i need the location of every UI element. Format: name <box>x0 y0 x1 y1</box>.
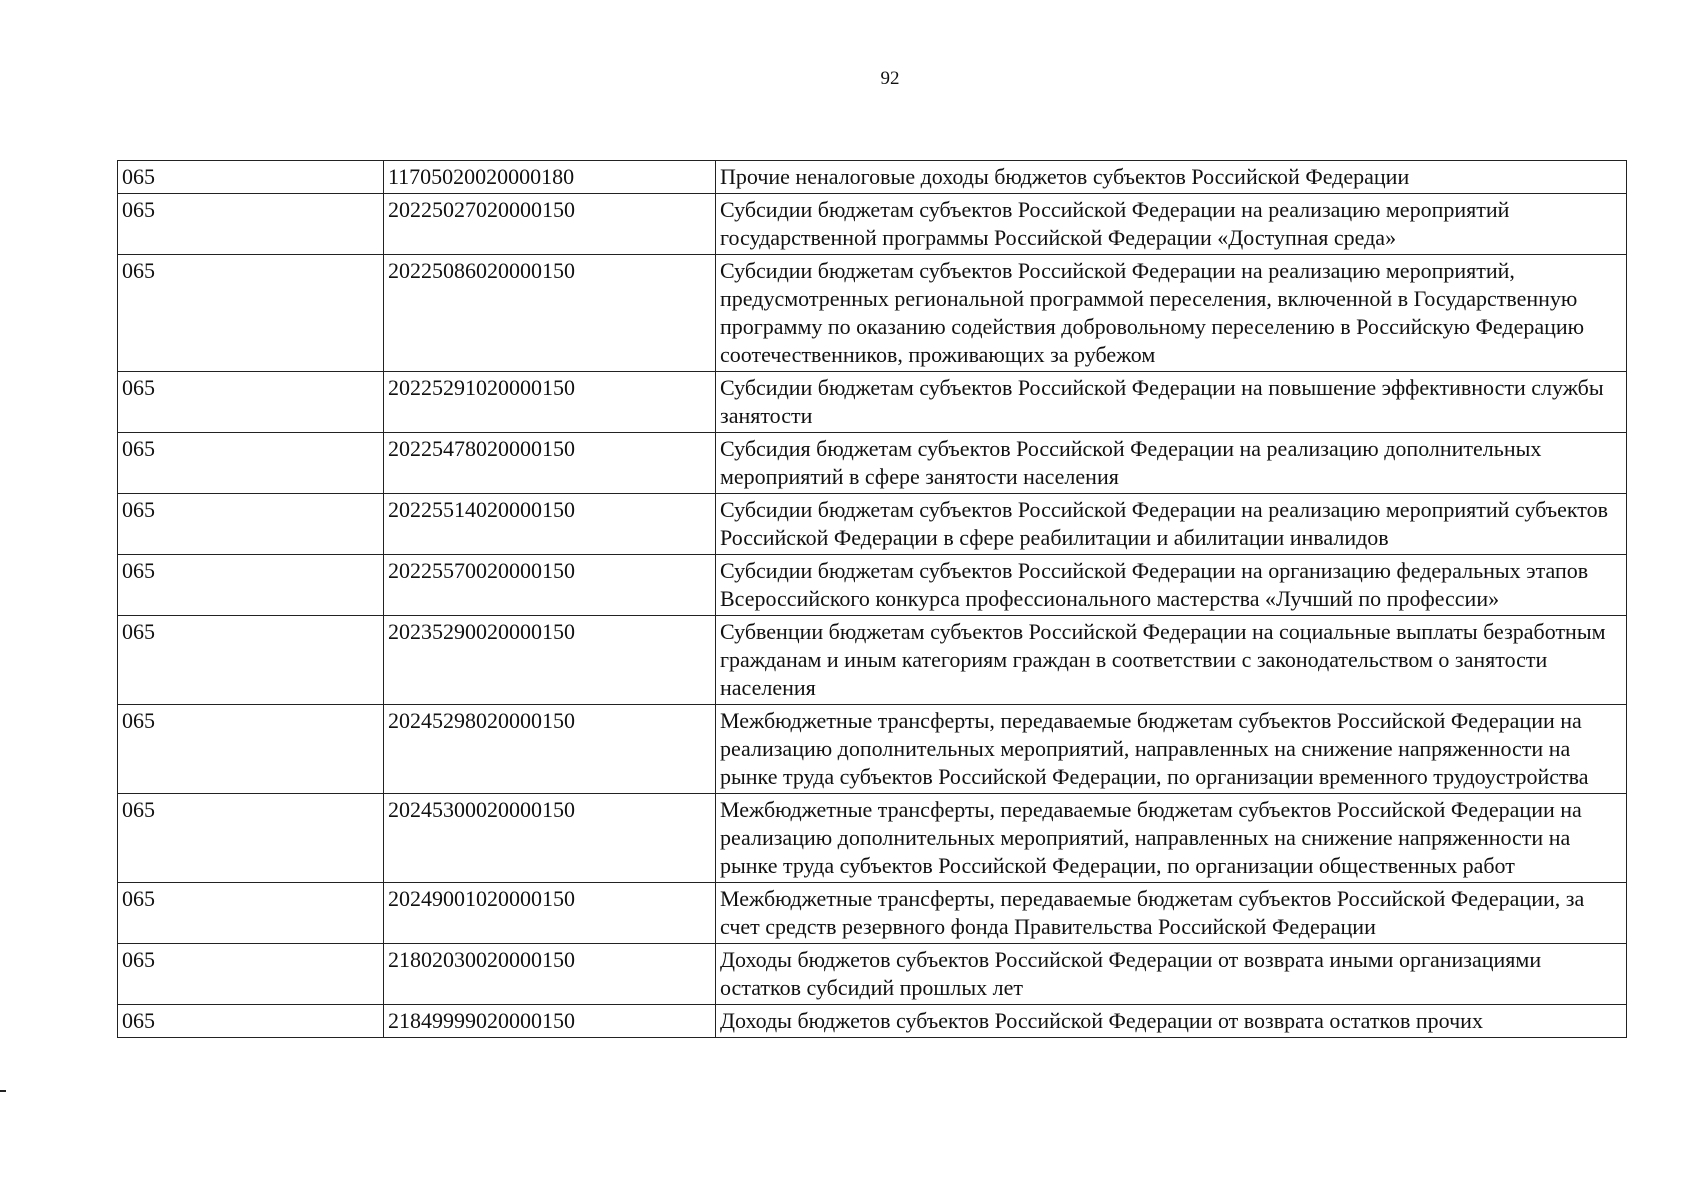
income-code-cell: 20225514020000150 <box>384 494 716 555</box>
income-name-cell: Субсидии бюджетам субъектов Российской Федерации на реализацию мероприятий субъектов Российской Федерации в сфере реабилитации и абилитации инвалидов <box>716 494 1627 555</box>
table-row <box>118 1005 1627 1038</box>
table-row <box>118 433 1627 494</box>
table-row <box>118 372 1627 433</box>
income-code-cell: 20225478020000150 <box>384 433 716 494</box>
table-row <box>118 944 1627 1005</box>
income-code-cell: 21802030020000150 <box>384 944 716 1005</box>
table-row <box>118 161 1627 194</box>
income-code-cell: 20249001020000150 <box>384 883 716 944</box>
income-name-cell: Межбюджетные трансферты, передаваемые бюджетам субъектов Российской Федерации на реализацию дополнительных мероприятий, направленных на снижение напряженности на рынке труда субъектов Российской Федерации, по организации общественных работ <box>716 794 1627 883</box>
income-code-cell: 20225291020000150 <box>384 372 716 433</box>
table-row <box>118 194 1627 255</box>
income-name-cell: Доходы бюджетов субъектов Российской Федерации от возврата иными организациями остатков субсидий прошлых лет <box>716 944 1627 1005</box>
income-code-cell: 20235290020000150 <box>384 616 716 705</box>
table-row <box>118 883 1627 944</box>
admin-code-cell: 065 <box>118 161 384 194</box>
admin-code-cell: 065 <box>118 616 384 705</box>
income-name-cell: Доходы бюджетов субъектов Российской Федерации от возврата остатков прочих <box>716 1005 1627 1038</box>
income-code-cell: 21849999020000150 <box>384 1005 716 1038</box>
income-name-cell: Межбюджетные трансферты, передаваемые бюджетам субъектов Российской Федерации, за счет средств резервного фонда Правительства Российской Федерации <box>716 883 1627 944</box>
admin-code-cell: 065 <box>118 883 384 944</box>
page-number: 92 <box>880 68 900 89</box>
income-name-cell: Межбюджетные трансферты, передаваемые бюджетам субъектов Российской Федерации на реализацию дополнительных мероприятий, направленных на снижение напряженности на рынке труда субъектов Российской Федерации, по организации временного трудоустройства <box>716 705 1627 794</box>
admin-code-cell: 065 <box>118 944 384 1005</box>
table-row <box>118 616 1627 705</box>
income-code-cell: 20225570020000150 <box>384 555 716 616</box>
admin-code-cell: 065 <box>118 433 384 494</box>
income-code-cell: 20245298020000150 <box>384 705 716 794</box>
table-row <box>118 794 1627 883</box>
income-name-cell: Субсидии бюджетам субъектов Российской Федерации на повышение эффективности службы занятости <box>716 372 1627 433</box>
admin-code-cell: 065 <box>118 705 384 794</box>
admin-code-cell: 065 <box>118 794 384 883</box>
admin-code-cell: 065 <box>118 555 384 616</box>
admin-code-cell: 065 <box>118 372 384 433</box>
income-name-cell: Субсидии бюджетам субъектов Российской Федерации на реализацию мероприятий, предусмотренных региональной программой переселения, включенной в Государственную программу по оказанию содействия добровольному переселению в Российскую Федерацию соотечественников, проживающих за рубежом <box>716 255 1627 372</box>
income-code-cell: 20245300020000150 <box>384 794 716 883</box>
income-name-cell: Субвенции бюджетам субъектов Российской Федерации на социальные выплаты безработным гражданам и иным категориям граждан в соответствии с законодательством о занятости населения <box>716 616 1627 705</box>
admin-code-cell: 065 <box>118 494 384 555</box>
income-code-cell: 11705020020000180 <box>384 161 716 194</box>
income-name-cell: Прочие неналоговые доходы бюджетов субъектов Российской Федерации <box>716 161 1627 194</box>
income-code-cell: 20225086020000150 <box>384 255 716 372</box>
budget-codes-table <box>117 160 1627 1038</box>
income-code-cell: 20225027020000150 <box>384 194 716 255</box>
income-name-cell: Субсидии бюджетам субъектов Российской Федерации на организацию федеральных этапов Всероссийского конкурса профессионального мастерства «Лучший по профессии» <box>716 555 1627 616</box>
admin-code-cell: 065 <box>118 1005 384 1038</box>
table-row <box>118 255 1627 372</box>
table-body <box>118 161 1627 1038</box>
table-row <box>118 555 1627 616</box>
admin-code-cell: 065 <box>118 255 384 372</box>
income-name-cell: Субсидии бюджетам субъектов Российской Федерации на реализацию мероприятий государственной программы Российской Федерации «Доступная среда» <box>716 194 1627 255</box>
table-row <box>118 705 1627 794</box>
table-row <box>118 494 1627 555</box>
margin-mark <box>0 1090 6 1092</box>
income-name-cell: Субсидия бюджетам субъектов Российской Федерации на реализацию дополнительных мероприятий в сфере занятости населения <box>716 433 1627 494</box>
admin-code-cell: 065 <box>118 194 384 255</box>
